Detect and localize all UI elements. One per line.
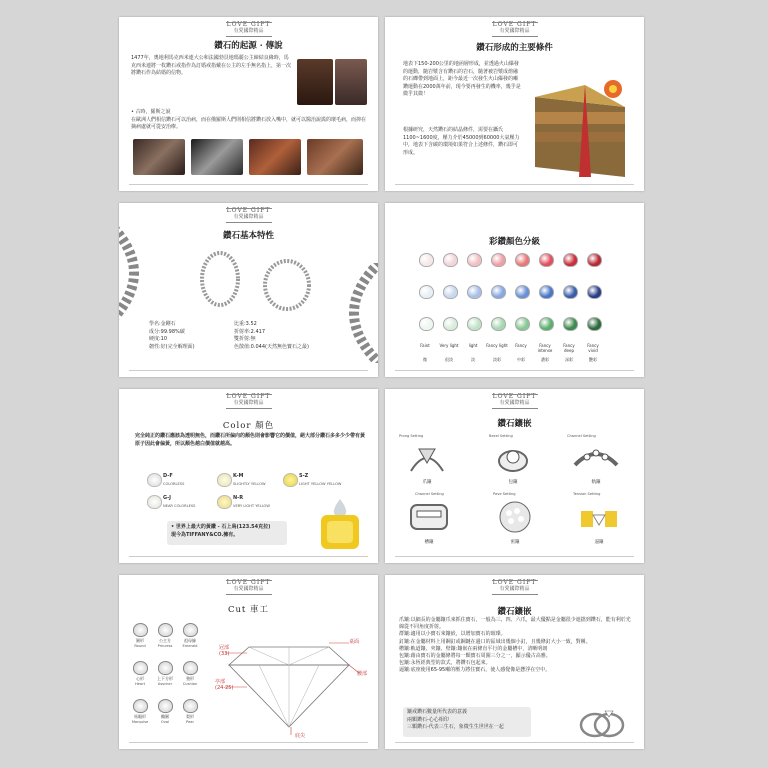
fancy-gem: [443, 285, 458, 299]
cut-shape-emerald-icon: [183, 623, 198, 637]
fancy-grade-label: Fancy deep: [563, 343, 575, 353]
slide-cut: [119, 575, 378, 749]
fancy-gem: [563, 285, 578, 299]
settings-bullets: 爪鑲:以細長的金屬鑲爪來抓住寶石，一般為三、四、六爪，最大優點是金屬很少遮擋到鑽石，能有利於光線從不同角度折射。 群鑲:適用以小寶石來鑲嵌，以增加寶石的璀璨。 釘鑲:在金屬材料上用鋼釘或鋼鏈在邊口的區域出幾個小釘，且幾條釘大小一致，對稱。 槽鑲:軌道鑲、夾鑲、壁鑲:鑲嵌在兩條直平行的金屬槽中，清晰明朗 包鑲:藉由寶石的金屬條將每一顆寶石周圍三分之一，顯示優古高雅。 包鑲:永恆經典型的款式，將鑽石包起來。 逼鑲:底座使用65-95噸的壓力將住寶石，使人感覺像是懸浮在空中。: [399, 617, 631, 674]
girdle-label: 腰部: [357, 671, 368, 677]
fancy-gem: [443, 253, 458, 267]
fancy-grade-label: Fancy light: [486, 343, 508, 348]
slide-formation: [385, 17, 644, 191]
fancy-grade-label: Fancy vivid: [587, 343, 599, 353]
photo-1: [133, 139, 185, 175]
channel-setting-illustration: [573, 441, 619, 475]
fancy-grade-label-zh: 淡彩: [493, 357, 501, 362]
cut-shape-label-en: Round: [134, 644, 146, 648]
fancy-gem: [419, 317, 434, 331]
cut-shape-asscher-icon: [158, 661, 173, 675]
cut-shape-label: 上下方形: [157, 676, 173, 681]
tension-setting-illustration: [577, 503, 621, 533]
legend-paragraph: • 古時，羅斯之說 在歐洲人們相信鑽石可以治病，而在俄羅斯人們則相信將鑽石放入嘴中，就可以醫治說謊的壞毛病，而抑在摘病處就可從安治療。: [131, 109, 367, 130]
slide-title: 鑽石的起源 · 傳說: [214, 41, 283, 51]
cut-shape-label-en: Princess: [157, 644, 173, 648]
table-label: 桌面: [349, 639, 360, 645]
cut-shape-marquise-icon: [133, 699, 148, 713]
photo-2: [191, 139, 243, 175]
culet-label: 底尖: [295, 733, 306, 739]
photo-4: [307, 139, 363, 175]
cut-shape-label: 祖母綠: [184, 638, 196, 643]
cut-shape-label-en: Emerald: [182, 644, 198, 648]
cut-shape-label-en: Heart: [134, 682, 145, 686]
fancy-gem: [539, 285, 554, 299]
cut-shape-label-en: Oval: [160, 720, 170, 724]
fancy-grade-label-zh: 淡: [471, 357, 475, 362]
slide-basic-properties: [119, 203, 378, 377]
fancy-grade-label-zh: 深彩: [565, 357, 573, 362]
fancy-gem: [515, 285, 530, 299]
slide-title: 鑽石形成的主要條件: [476, 43, 553, 53]
earth-cross-section-illustration: [525, 67, 637, 179]
fancy-grade-label: Fancy intense: [537, 343, 553, 353]
royal-couple-portrait-2: [335, 59, 367, 105]
brand-header: LOVE GIFT 有愛國際精品: [119, 394, 378, 406]
gem-light-yellow: [283, 473, 298, 487]
fancy-grade-label: Faint: [420, 343, 430, 348]
slide-title: Color 顏色: [222, 421, 275, 431]
fancy-grade-label-zh: 濃彩: [541, 357, 549, 362]
fancy-gem: [587, 317, 602, 331]
brand-header: LOVE GIFT 有愛國際精品: [385, 580, 644, 592]
fancy-gem: [419, 285, 434, 299]
fancy-gem: [491, 285, 506, 299]
cut-shape-label: 墊形: [186, 676, 194, 681]
fancy-grade-label: Very light: [439, 343, 459, 348]
meaning-box-text: 鑲戒鑽石數量所代表的意義 兩顆鑽石-心心相印 三顆鑽石-代表三生石，象徵生生世世在一起: [407, 709, 504, 730]
fancy-grade-label: light: [468, 343, 478, 348]
brand-header: LOVE GIFT 有愛國際精品: [119, 22, 378, 34]
fancy-grade-label-zh: 艷彩: [589, 357, 597, 362]
royal-couple-portrait: [297, 59, 333, 105]
origin-paragraph: 1477年，奧地利馬克西米連大公和法國勃艮地瑪麗公主締結良緣時，馬克西米連將一枚鑽石戒指作為訂婚戒指戴在公主的左手無名指上，第一次將鑽石作為結婚的信物。: [131, 55, 292, 76]
diamond-proportions-diagram: [219, 627, 369, 739]
ring-illustration-1: [195, 249, 245, 309]
cut-shape-heart-icon: [133, 661, 148, 675]
fancy-grade-label: Fancy: [515, 343, 527, 348]
gem-very-light-yellow: [217, 495, 232, 509]
slide-settings-detail: [385, 575, 644, 749]
cut-shape-round-icon: [133, 623, 148, 637]
fancy-gem: [539, 253, 554, 267]
photo-3: [249, 139, 301, 175]
ring-illustration-2: [259, 257, 315, 313]
cut-shape-oval-icon: [158, 699, 173, 713]
cut-shape-label-en: Marquise: [131, 720, 149, 724]
cut-shape-label: 公主方: [159, 638, 171, 643]
fancy-gem: [419, 253, 434, 267]
cut-shape-label-en: Pear: [186, 720, 194, 724]
fancy-gem: [515, 253, 530, 267]
slide-settings: LOVE GIFT 有愛國際精品 鑽石鑲嵌 Prong Setting 爪鑲 Bezel Setting 包鑲 Channel Setting 軌鑲 Channel Setting 槽鑲 Pave Setting 密鑲 Tension Setting 逼鑲: [385, 389, 644, 563]
cut-shape-label: 馬眼形: [134, 714, 146, 719]
wedding-rings-illustration: [575, 705, 629, 741]
crown-label: 冠部 (33): [219, 645, 230, 657]
slide-title: 鑽石鑲嵌: [497, 607, 532, 617]
fancy-gem: [491, 253, 506, 267]
fancy-gem: [539, 317, 554, 331]
gem-slightly-yellow: [217, 473, 232, 487]
slide-title: 鑽石基本特性: [222, 231, 274, 241]
bezel-setting-illustration: [493, 441, 533, 475]
brand-header: LOVE GIFT 有愛國際精品: [385, 394, 644, 406]
slide-title: Cut 車工: [227, 605, 270, 615]
channel-groove-setting-illustration: [407, 499, 451, 535]
properties-left-list: 學名:金剛石 成分:99.98%碳 硬度:10 韌性:好(完全解理面): [149, 321, 195, 350]
tiffany-yellow-diamond-illustration: [315, 497, 365, 553]
fancy-gem: [467, 253, 482, 267]
fancy-gem: [563, 253, 578, 267]
fancy-gem: [587, 253, 602, 267]
formation-paragraph-2: 根據研究，天然鑽石的結晶條件，需要在攝氏1100~1600度，壓力介於45000到60000大氣壓力中，地表下含碳的環境如果符合上述條件，鑽石即可形成。: [403, 127, 520, 156]
cut-shape-label: 圓形: [136, 638, 144, 643]
cut-shape-cushion-icon: [183, 661, 198, 675]
fancy-gem: [563, 317, 578, 331]
fancy-grade-label-zh: 中彩: [517, 357, 525, 362]
slide-color: LOVE GIFT 有愛國際精品 Color 顏色 完全純正的鑽石應該為透明無色，而鑽石所偏向的顏色則會影響它的價值，絕大部分鑽石多多少少帶有黃原子因此會偏黃，所以顏色越白價值就越高。 D-F COLORLESS K-M SLIGHTLY YELLOW S-Z LIGHT YELLOW YELLOW G-J NEAR COLORLESS N-R VERY LIGHT YELLOW • 世界上最大的黃鑽 - 石上鳥(123.54克拉) 現今為TIFFANY&CO.擁有。: [119, 389, 378, 563]
fancy-grade-label-zh: 很淡: [445, 357, 453, 362]
brand-header: LOVE GIFT 有愛國際精品: [119, 208, 378, 220]
tiffany-note: • 世界上最大的黃鑽 - 石上鳥(123.54克拉) 現今為TIFFANY&CO.擁有。: [171, 524, 271, 538]
gem-colorless: [147, 473, 162, 487]
twisted-ring-left-illustration: [119, 223, 169, 323]
slide-title: 鑽石鑲嵌: [497, 419, 532, 429]
gem-near-colorless: [147, 495, 162, 509]
brand-header: LOVE GIFT 有愛國際精品: [385, 22, 644, 34]
fancy-grade-label-zh: 微: [423, 357, 427, 362]
slide-origin-legend: [119, 17, 378, 191]
slide-fancy-color-grades: [385, 203, 644, 377]
cut-shape-label: 橢圓: [161, 714, 169, 719]
slide-title: 彩鑽顏色分級: [488, 237, 540, 247]
fancy-gem: [467, 317, 482, 331]
prong-setting-illustration: [405, 441, 449, 475]
properties-right-list: 比重:3.52 折射率:2.417 雙折射:無 色散值:0.044(天然無色寶石之最): [234, 321, 309, 350]
fancy-gem: [515, 317, 530, 331]
pave-setting-illustration: [495, 499, 535, 535]
color-paragraph: 完全純正的鑽石應該為透明無色，而鑽石所偏向的顏色則會影響它的價值，絕大部分鑽石多多少少帶有黃原子因此會偏黃，所以顏色越白價值就越高。: [135, 433, 366, 447]
cut-shape-label-en: Asscher: [157, 682, 173, 686]
fancy-gem: [587, 285, 602, 299]
fancy-gem: [443, 317, 458, 331]
cut-shape-label: 梨形: [186, 714, 194, 719]
formation-paragraph-1: 地表下150-200公里的地函層形成，並透過火山爆發的運動，隨岩漿含有鑽石的岩石，隨著被岩漿成熔融的石礫帶到地面上，距今最近一次發生火山爆發的噸鑽運動在2000萬年前，現今要再發生的機率，幾乎是微乎其微！: [403, 61, 521, 97]
cut-shape-label-en: Cushion: [182, 682, 198, 686]
cut-shape-princess-icon: [158, 623, 173, 637]
cut-shape-pear-icon: [183, 699, 198, 713]
pavilion-label: 亭部 (24-25): [215, 679, 234, 691]
fancy-gem: [491, 317, 506, 331]
fancy-gem: [467, 285, 482, 299]
cut-shape-label: 心形: [136, 676, 144, 681]
brand-header: LOVE GIFT 有愛國際精品: [119, 580, 378, 592]
